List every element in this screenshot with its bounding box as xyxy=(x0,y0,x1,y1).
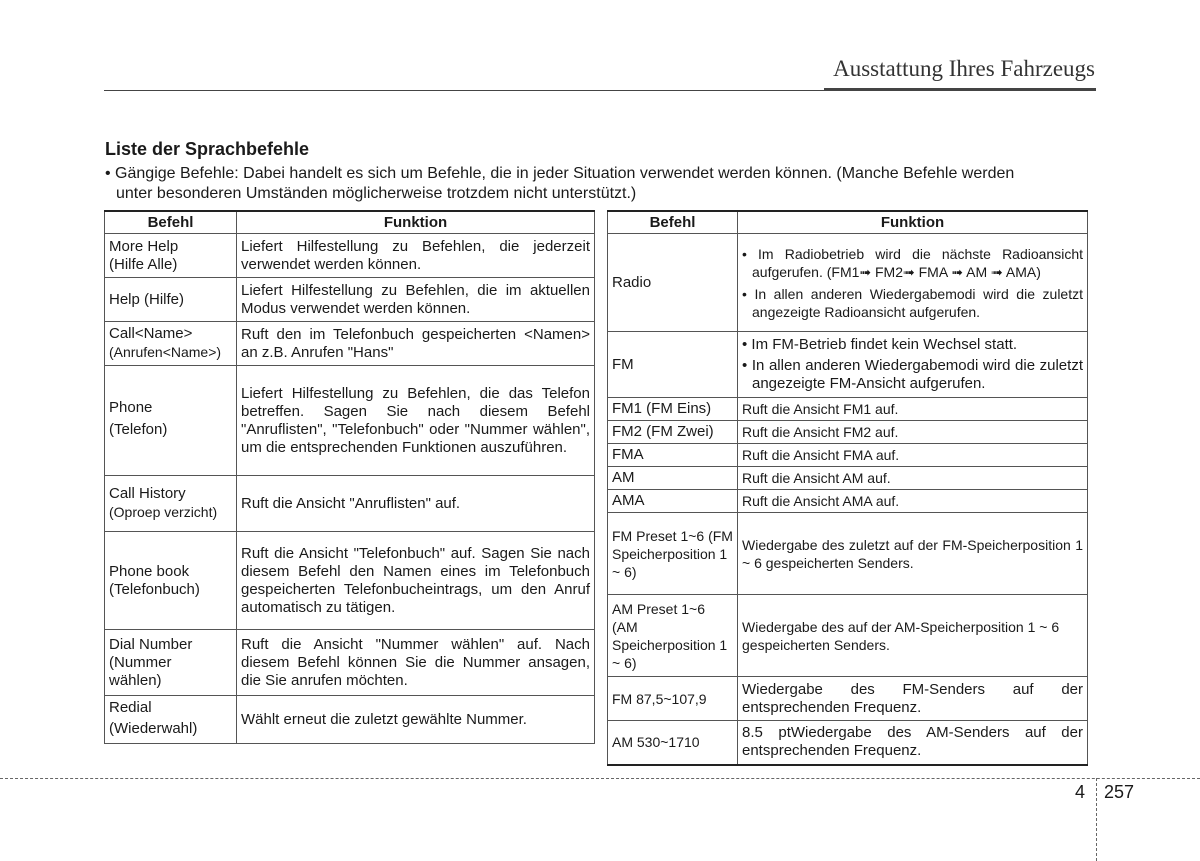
left-command-table xyxy=(104,210,595,744)
func-bullet: • Im Radiobetrieb wird die nächste Radioansicht aufgerufen. (FM1➟ FM2➟ FMA ➟ AM ➟ AMA) xyxy=(742,245,1083,280)
cmd-cell: AMA xyxy=(608,490,738,513)
table-row xyxy=(608,513,1088,595)
cmd-cell: Dial Number (Nummer wählen) xyxy=(105,630,237,696)
cmd-cell: FM2 (FM Zwei) xyxy=(608,421,738,444)
cmd-cell: FM1 (FM Eins) xyxy=(608,398,738,421)
header-funktion: Funktion xyxy=(738,211,1088,234)
cmd-cell: AM xyxy=(608,467,738,490)
table-row xyxy=(105,278,595,322)
func-cell: Wiedergabe des zuletzt auf der FM-Speicherposition 1 ~ 6 gespeicherten Senders. xyxy=(738,513,1088,595)
cmd-cell: AM 530~1710 xyxy=(608,721,738,765)
func-cell: Ruft die Ansicht AM auf. xyxy=(738,467,1088,490)
page-number: 257 xyxy=(1104,782,1135,802)
table-row xyxy=(105,366,595,476)
table-row xyxy=(105,234,595,278)
cmd-cell: FM Preset 1~6 (FM Speicherposition 1 ~ 6) xyxy=(608,513,738,595)
table-row xyxy=(608,490,1088,513)
func-cell: Ruft die Ansicht FMA auf. xyxy=(738,444,1088,467)
cmd-cell: AM Preset 1~6 (AM Speicherposition 1 ~ 6) xyxy=(608,595,738,677)
func-cell: Ruft die Ansicht FM2 auf. xyxy=(738,421,1088,444)
func-cell: Liefert Hilfestellung zu Befehlen, die das Telefon betreffen. Sagen Sie nach diesem Befehl "Anruflisten", "Telefonbuch" oder "Nummer wählen", um die entsprechenden Funktionen auszuführen. xyxy=(237,366,595,476)
table-row xyxy=(105,476,595,532)
func-cell: Ruft den im Telefonbuch gespeicherten <Namen> an z.B. Anrufen "Hans" xyxy=(237,322,595,366)
table-row xyxy=(608,677,1088,721)
intro-line-2: unter besonderen Umständen möglicherweise trotzdem nicht unterstützt.) xyxy=(116,185,637,202)
table-row xyxy=(608,467,1088,490)
func-cell: Wählt erneut die zuletzt gewählte Nummer. xyxy=(237,696,595,744)
page-header-title: Ausstattung Ihres Fahrzeugs xyxy=(833,56,1095,81)
footer-rule xyxy=(0,778,1200,779)
func-cell: Ruft die Ansicht FM1 auf. xyxy=(738,398,1088,421)
table-row xyxy=(608,332,1088,398)
func-cell xyxy=(738,234,1088,332)
func-cell: Wiedergabe des FM-Senders auf der entsprechenden Frequenz. xyxy=(738,677,1088,721)
func-cell: Ruft die Ansicht "Nummer wählen" auf. Nach diesem Befehl können Sie die Nummer ansagen, die Sie anrufen möchten. xyxy=(237,630,595,696)
table-row xyxy=(105,532,595,630)
cmd-cell: Call<Name> (Anrufen<Name>) xyxy=(105,322,237,366)
table-row xyxy=(608,421,1088,444)
cmd-cell: Phone book (Telefonbuch) xyxy=(105,532,237,630)
intro-paragraph xyxy=(105,164,1097,204)
func-bullet: • In allen anderen Wiedergabemodi wird die zuletzt angezeigte Radioansicht aufgerufen. xyxy=(742,285,1083,320)
table-row xyxy=(608,444,1088,467)
func-cell: Liefert Hilfestellung zu Befehlen, die im aktuellen Modus verwendet werden können. xyxy=(237,278,595,322)
right-command-table xyxy=(607,210,1088,766)
chapter-number: 4 xyxy=(1075,782,1086,802)
func-cell: Ruft die Ansicht "Telefonbuch" auf. Sagen Sie nach diesem Befehl den Namen eines im Telefonbuch gespeicherten Telefonbucheintrags, um den Anruf automatisch zu tätigen. xyxy=(237,532,595,630)
cmd-cell: Radio xyxy=(608,234,738,332)
table-row xyxy=(608,234,1088,332)
header-rule-accent xyxy=(824,88,1096,91)
func-bullet: • Im FM-Betrieb findet kein Wechsel statt. xyxy=(742,336,1018,353)
header-befehl: Befehl xyxy=(608,211,738,234)
func-cell: Ruft die Ansicht "Anruflisten" auf. xyxy=(237,476,595,532)
func-cell: Liefert Hilfestellung zu Befehlen, die jederzeit verwendet werden können. xyxy=(237,234,595,278)
cmd-cell: FMA xyxy=(608,444,738,467)
cmd-cell: FM 87,5~107,9 xyxy=(608,677,738,721)
table-row xyxy=(608,398,1088,421)
cmd-cell: Help (Hilfe) xyxy=(105,278,237,322)
func-bullet: • In allen anderen Wiedergabemodi wird die zuletzt angezeigte FM-Ansicht aufgerufen. xyxy=(742,357,1083,392)
cmd-cell: Call History (Oproep verzicht) xyxy=(105,476,237,532)
cmd-cell: FM xyxy=(608,332,738,398)
section-title: Liste der Sprachbefehle xyxy=(105,139,310,159)
table-row xyxy=(105,696,595,744)
intro-line-1: • Gängige Befehle: Dabei handelt es sich um Befehle, die in jeder Situation verwendet werden können. (Manche Befehle werden xyxy=(105,165,1015,182)
page-number-separator xyxy=(1096,778,1097,861)
cmd-cell: More Help (Hilfe Alle) xyxy=(105,234,237,278)
func-cell: Ruft die Ansicht AMA auf. xyxy=(738,490,1088,513)
table-row xyxy=(608,595,1088,677)
func-cell: 8.5 ptWiedergabe des AM-Senders auf der entsprechenden Frequenz. xyxy=(738,721,1088,765)
table-row xyxy=(105,322,595,366)
table-row xyxy=(608,721,1088,765)
func-cell xyxy=(738,332,1088,398)
table-header-row xyxy=(105,211,595,234)
cmd-cell: Redial (Wiederwahl) xyxy=(105,696,237,744)
header-funktion: Funktion xyxy=(237,211,595,234)
cmd-cell: Phone (Telefon) xyxy=(105,366,237,476)
func-cell: Wiedergabe des auf der AM-Speicherposition 1 ~ 6 gespeicherten Senders. xyxy=(738,595,1088,677)
header-befehl: Befehl xyxy=(105,211,237,234)
table-header-row xyxy=(608,211,1088,234)
table-row xyxy=(105,630,595,696)
